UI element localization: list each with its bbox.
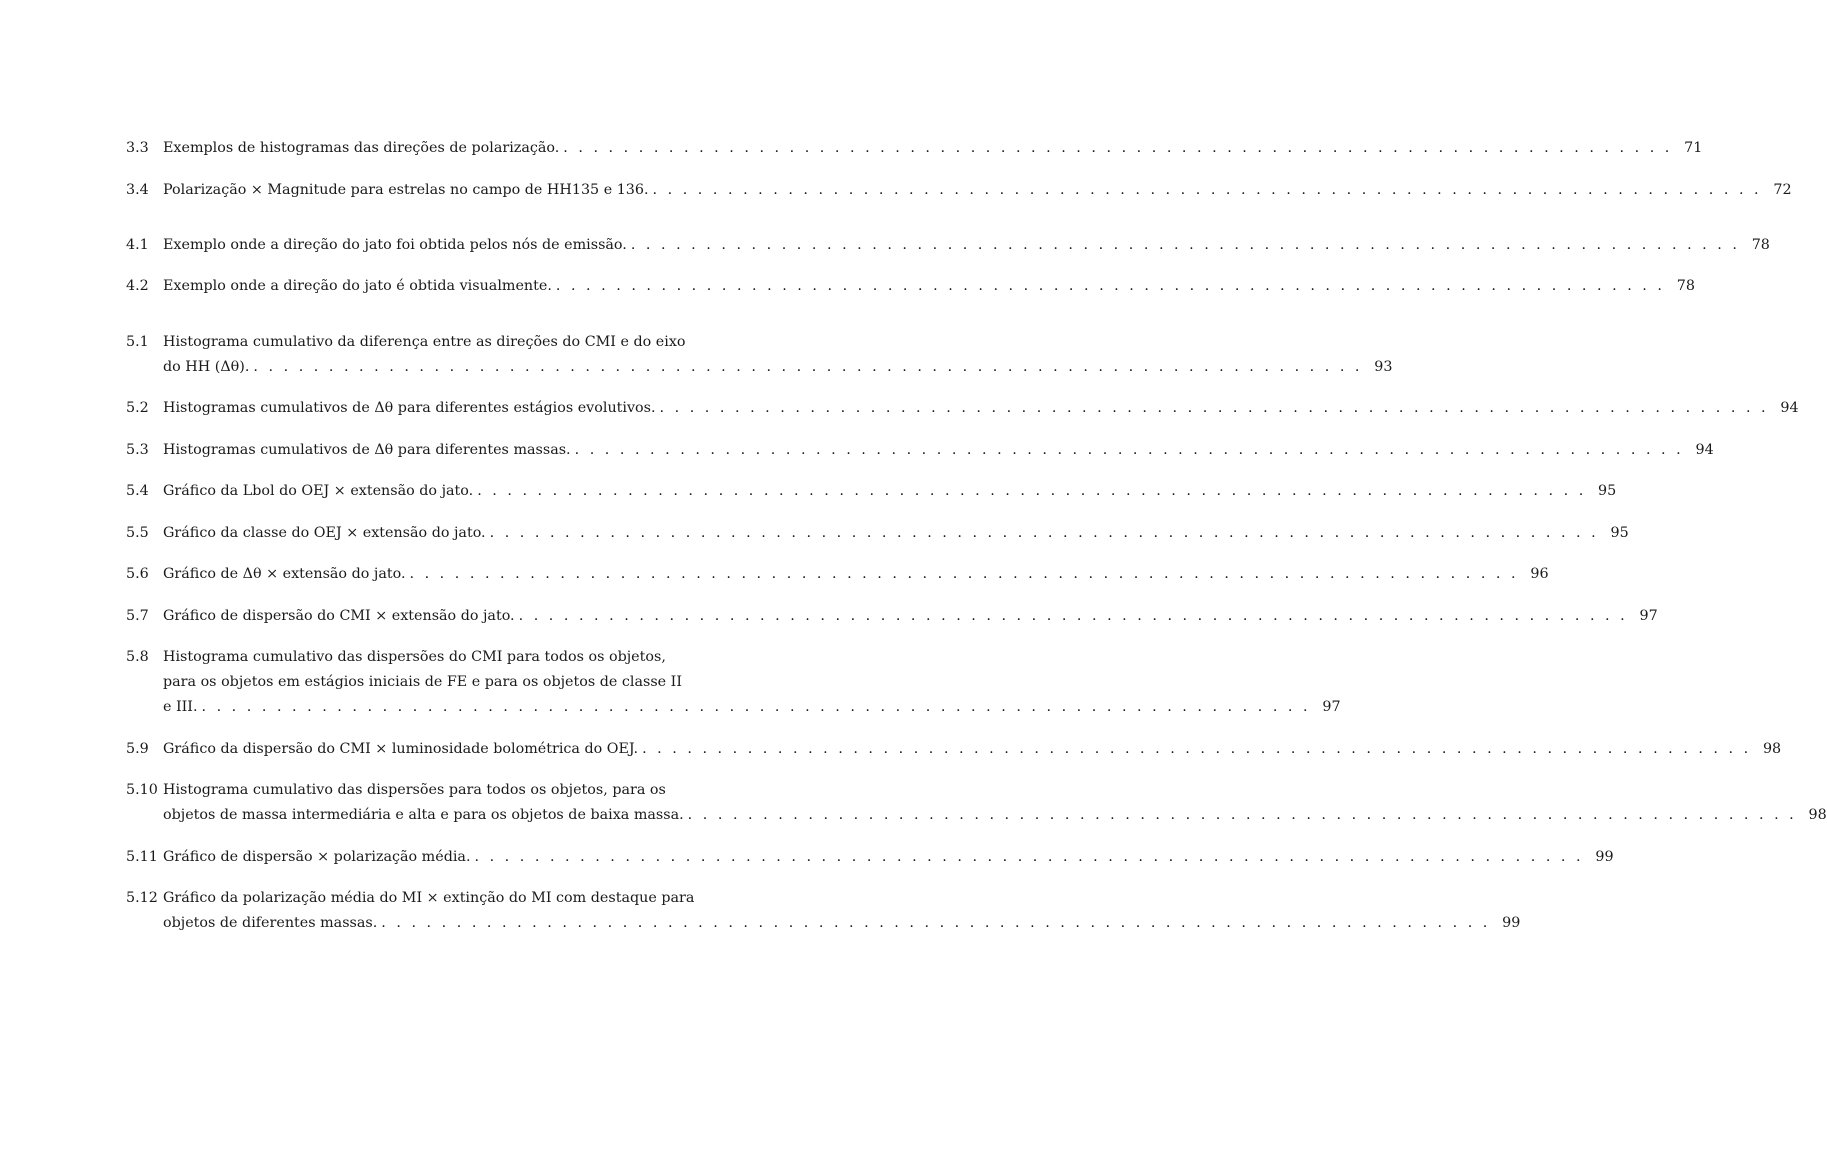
page-number: 95	[1598, 483, 1617, 499]
leader-dots	[656, 396, 1769, 421]
figure-number: 5.9	[126, 741, 149, 757]
leader-dots	[406, 562, 1519, 587]
page-number: 97	[1639, 608, 1658, 624]
figure-caption: Polarização × Magnitude para estrelas no campo de HH135 e 136.	[163, 182, 649, 198]
leader-dots	[627, 233, 1740, 258]
leader-dots	[559, 136, 1672, 161]
figure-caption-continued: do HH (Δθ).	[163, 359, 250, 375]
figure-caption-continued: objetos de diferentes massas.	[163, 915, 378, 931]
figure-number: 4.1	[126, 237, 149, 253]
figure-number: 5.8	[126, 649, 149, 665]
figure-number: 5.1	[126, 334, 149, 350]
figure-caption: Histogramas cumulativos de Δθ para diferentes estágios evolutivos.	[163, 400, 656, 416]
figure-number: 5.4	[126, 483, 149, 499]
figure-caption: Gráfico da classe do OEJ × extensão do jato.	[163, 525, 486, 541]
page-number: 99	[1502, 915, 1521, 931]
page-number: 94	[1695, 442, 1714, 458]
leader-dots	[486, 521, 1599, 546]
figure-caption: Exemplo onde a direção do jato foi obtida pelos nós de emissão.	[163, 237, 627, 253]
page-number: 97	[1322, 699, 1341, 715]
leader-dots	[638, 737, 1751, 762]
figure-caption: Gráfico de Δθ × extensão do jato.	[163, 566, 406, 582]
figure-caption: Exemplo onde a direção do jato é obtida visualmente.	[163, 278, 552, 294]
list-of-figures	[126, 0, 1827, 1169]
leader-dots	[377, 911, 1490, 936]
figure-caption: Histograma cumulativo da diferença entre as direções do CMI e do eixo	[163, 334, 686, 350]
leader-dots	[515, 604, 1628, 629]
figure-caption-continued: para os objetos em estágios iniciais de FE e para os objetos de classe II	[163, 674, 682, 690]
leader-dots	[198, 695, 1311, 720]
leader-dots	[552, 274, 1665, 299]
page-number: 95	[1610, 525, 1629, 541]
page-number: 96	[1530, 566, 1549, 582]
page-number: 78	[1676, 278, 1695, 294]
figure-caption: Histograma cumulativo das dispersões para todos os objetos, para os	[163, 782, 666, 798]
figure-number: 3.4	[126, 182, 149, 198]
page-number: 78	[1751, 237, 1770, 253]
figure-caption: Exemplos de histogramas das direções de polarização.	[163, 140, 560, 156]
figure-caption: Gráfico de dispersão × polarização média.	[163, 849, 471, 865]
leader-dots	[571, 438, 1684, 463]
figure-caption: Histogramas cumulativos de Δθ para diferentes massas.	[163, 442, 571, 458]
figure-number: 5.3	[126, 442, 149, 458]
figure-number: 4.2	[126, 278, 149, 294]
figure-number: 5.5	[126, 525, 149, 541]
leader-dots	[471, 845, 1584, 870]
figure-caption-continued: objetos de massa intermediária e alta e para os objetos de baixa massa.	[163, 807, 684, 823]
figure-caption-continued: e III.	[163, 699, 198, 715]
page-number: 99	[1595, 849, 1614, 865]
figure-number: 5.7	[126, 608, 149, 624]
figure-caption: Gráfico da Lbol do OEJ × extensão do jato.	[163, 483, 474, 499]
page-number: 98	[1808, 807, 1827, 823]
figure-number: 3.3	[126, 140, 149, 156]
figure-number: 5.10	[126, 782, 158, 798]
figure-number: 5.12	[126, 890, 158, 906]
figure-number: 5.6	[126, 566, 149, 582]
figure-number: 5.2	[126, 400, 149, 416]
page-number: 98	[1762, 741, 1782, 757]
leader-dots	[684, 803, 1797, 828]
figure-caption: Gráfico de dispersão do CMI × extensão do jato.	[163, 608, 515, 624]
page-number: 93	[1374, 359, 1393, 375]
figure-caption: Histograma cumulativo das dispersões do CMI para todos os objetos,	[163, 649, 666, 665]
page-number: 72	[1773, 182, 1792, 198]
figure-number: 5.11	[126, 849, 158, 865]
leader-dots	[649, 178, 1762, 203]
figure-caption: Gráfico da dispersão do CMI × luminosidade bolométrica do OEJ.	[163, 741, 639, 757]
leader-dots	[473, 479, 1586, 504]
leader-dots	[249, 355, 1362, 380]
page-number: 94	[1780, 400, 1799, 416]
figure-caption: Gráfico da polarização média do MI × extinção do MI com destaque para	[163, 890, 695, 906]
page-number: 71	[1684, 140, 1703, 156]
